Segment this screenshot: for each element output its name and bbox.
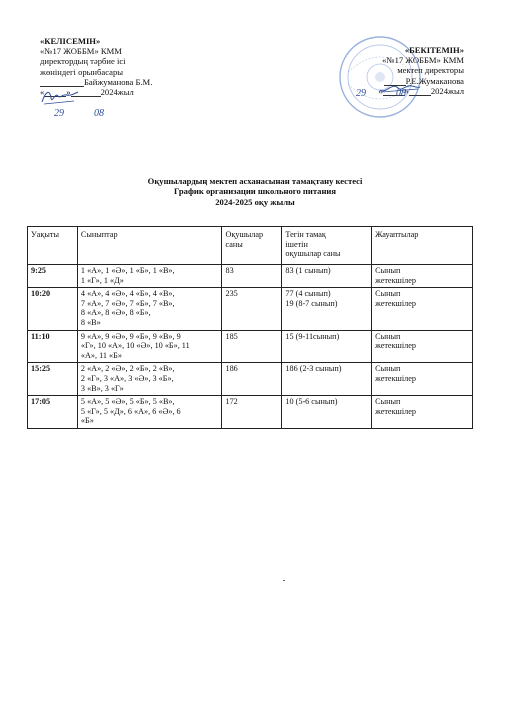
- cell-time: 9:25: [28, 265, 78, 288]
- left-approval-position-line1: директордың тәрбие ісі: [40, 56, 126, 67]
- cell-count: 83: [222, 265, 282, 288]
- cell-count: 172: [222, 396, 282, 429]
- document-title: [0, 176, 510, 207]
- cell-line: 83 (1 сынып): [285, 266, 331, 275]
- cell-line: 8 «А», 8 «Ә», 8 «Б»,: [80, 308, 151, 318]
- title-line-ru: График организации школьного питания: [173, 186, 337, 197]
- cell-count: 235: [222, 288, 282, 330]
- cell-classes: [77, 330, 222, 363]
- header-count: [222, 227, 282, 265]
- cell-count: 186: [222, 363, 282, 396]
- date-quote-open: «: [40, 87, 45, 98]
- cell-line: 10 (5-6 сынып): [285, 397, 338, 407]
- cell-time: 15:25: [28, 363, 78, 396]
- cell-line: «Б»: [80, 416, 94, 426]
- cell-line: «Г», 10 «А», 10 «Ә», 10 «Б», 11: [80, 341, 190, 351]
- left-approval-position-line2: жөніндегі орынбасары: [40, 66, 124, 77]
- cell-time: 10:20: [28, 288, 78, 330]
- header-free-meals: [282, 227, 372, 265]
- cell-line: 5 «Г», 5 «Д», 6 «А», 6 «Ә», 6: [80, 406, 181, 416]
- table-row: [28, 265, 473, 288]
- title-line-year: 2024-2025 оқу жылы: [215, 196, 295, 207]
- svg-text:29: 29: [356, 88, 366, 99]
- left-approval-heading: «КЕЛІСЕМІН»: [40, 36, 101, 46]
- right-approval-name: Р.Е.Жумаканова: [405, 75, 464, 86]
- cell-line: 4 «А», 4 «Ә», 4 «Б», 4 «В»,: [80, 289, 175, 299]
- table-row: [28, 288, 473, 330]
- cell-responsible: [372, 363, 473, 396]
- cell-line: 3 «В», 3 «Г»: [80, 383, 124, 393]
- right-handwritten-date-icon: [350, 84, 422, 100]
- cell-line: 1 «А», 1 «Ә», 1 «Б», 1 «В»,: [80, 266, 175, 275]
- title-line-kz: Оқушылардың мектеп асханасынан тамақтану кестесі: [147, 176, 363, 186]
- header-count-line1: Оқушылар: [225, 230, 264, 239]
- right-approval-org: «№17 ЖОББМ» КММ: [382, 55, 464, 66]
- date-quote-close: »: [66, 87, 71, 98]
- schedule-table: [27, 226, 473, 429]
- cell-line: 77 (4 сынып): [285, 289, 331, 299]
- table-row: [28, 363, 473, 396]
- cell-line: 5 «А», 5 «Ә», 5 «Б», 5 «В»,: [80, 397, 175, 407]
- header-responsible: Жауаптылар: [372, 227, 473, 265]
- scan-speck: [283, 580, 285, 581]
- header-count-line2: саны: [225, 239, 243, 249]
- left-approval-year: 2024жыл: [100, 87, 134, 98]
- cell-line: «А», 11 «Б»: [80, 350, 122, 360]
- cell-classes: [77, 363, 222, 396]
- cell-responsible: [372, 330, 473, 363]
- cell-classes: [77, 396, 222, 429]
- cell-responsible: [372, 288, 473, 330]
- right-approval-year: 2024жыл: [430, 85, 464, 96]
- header-classes: Сыныптар: [77, 227, 222, 265]
- header-free-line1: Тегін тамақ: [285, 230, 326, 239]
- cell-line: 15 (9-11сынып): [285, 331, 340, 341]
- cell-line: Сынып: [375, 331, 401, 341]
- svg-text:08: 08: [396, 88, 406, 99]
- cell-free-meals: [282, 288, 372, 330]
- cell-line: Сынып: [375, 364, 401, 374]
- cell-classes: [77, 288, 222, 330]
- cell-time: 11:10: [28, 330, 78, 363]
- cell-line: жетекшілер: [375, 406, 416, 416]
- cell-line: 7 «А», 7 «Ә», 7 «Б», 7 «В»,: [80, 298, 175, 308]
- cell-line: 2 «А», 2 «Ә», 2 «Б», 2 «В»,: [80, 364, 175, 374]
- cell-count: 185: [222, 330, 282, 363]
- table-row: [28, 330, 473, 363]
- cell-responsible: [372, 265, 473, 288]
- left-approval-org: «№17 ЖОББМ» КММ: [40, 46, 122, 57]
- header-free-line3: оқушылар саны: [285, 249, 341, 259]
- cell-responsible: [372, 396, 473, 429]
- cell-line: Сынып: [375, 266, 401, 275]
- cell-line: Сынып: [375, 397, 401, 407]
- svg-text:08: 08: [94, 108, 104, 119]
- cell-free-meals: [282, 396, 372, 429]
- cell-line: Сынып: [375, 289, 401, 299]
- right-approval-position: мектеп директоры: [397, 65, 464, 76]
- left-approval-name: Байжуманова Б.М.: [84, 76, 153, 87]
- cell-time: 17:05: [28, 396, 78, 429]
- cell-line: жетекшілер: [375, 275, 416, 285]
- table-row: [28, 396, 473, 429]
- cell-line: 19 (8-7 сынып): [285, 298, 338, 308]
- right-approval-heading: «БЕКІТЕМІН»: [404, 45, 464, 55]
- cell-line: 8 «В»: [80, 317, 101, 327]
- cell-line: жетекшілер: [375, 341, 416, 351]
- cell-line: жетекшілер: [375, 373, 416, 383]
- cell-line: жетекшілер: [375, 298, 416, 308]
- cell-line: 1 «Г», 1 «Д»: [80, 275, 124, 285]
- cell-free-meals: [282, 363, 372, 396]
- left-handwritten-date-icon: [48, 104, 120, 120]
- cell-line: 9 «А», 9 «Ә», 9 «Б», 9 «В», 9: [80, 331, 181, 341]
- date-quote-close: »: [404, 85, 409, 96]
- cell-classes: [77, 265, 222, 288]
- cell-free-meals: [282, 265, 372, 288]
- table-header-row: [28, 227, 473, 265]
- date-quote-open: «: [378, 85, 383, 96]
- cell-line: 186 (2-3 сынып): [285, 364, 342, 374]
- header-free-line2: ішетін: [285, 239, 308, 249]
- schedule-body: [28, 265, 473, 429]
- cell-line: 2 «Г», 3 «А», 3 «Ә», 3 «Б»,: [80, 373, 174, 383]
- cell-free-meals: [282, 330, 372, 363]
- svg-text:29: 29: [54, 108, 64, 119]
- header-time: Уақыты: [28, 227, 78, 265]
